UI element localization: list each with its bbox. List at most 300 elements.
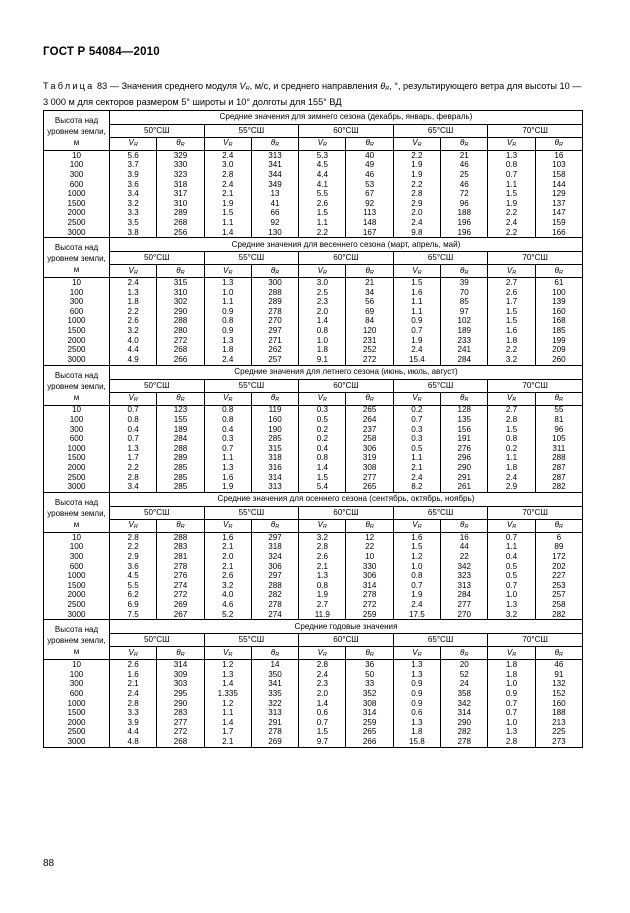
value-cell: 258	[535, 600, 582, 610]
value-cell: 189	[441, 326, 488, 336]
value-cell: 25	[441, 170, 488, 180]
value-cell: 4.4	[110, 346, 157, 356]
value-cell: 1.6	[204, 533, 251, 543]
table-row	[44, 298, 583, 308]
altitude-cell: 600	[44, 180, 110, 190]
table-row	[44, 209, 583, 219]
value-cell: 0.4	[488, 552, 535, 562]
value-cell: 0.9	[488, 689, 535, 699]
value-cell: 308	[346, 463, 393, 473]
value-cell: 130	[251, 228, 298, 238]
season-header-row	[44, 365, 583, 379]
value-cell: 322	[251, 699, 298, 709]
value-cell: 46	[441, 180, 488, 190]
value-cell: 269	[251, 737, 298, 747]
value-cell: 270	[441, 610, 488, 620]
table-row	[44, 189, 583, 199]
altitude-cell: 3000	[44, 355, 110, 365]
speed-header: $V_R$	[299, 647, 346, 660]
value-cell: 41	[251, 199, 298, 209]
altitude-cell: 2500	[44, 728, 110, 738]
latitude-header: 50°СШ	[110, 125, 205, 138]
value-cell: 4.5	[299, 161, 346, 171]
speed-header: $V_R$	[488, 392, 535, 405]
value-cell: 288	[251, 288, 298, 298]
direction-header: $\theta_R$	[251, 392, 298, 405]
table-row	[44, 444, 583, 454]
value-cell: 2.1	[204, 543, 251, 553]
value-cell: 1.3	[488, 151, 535, 161]
value-cell: 4.4	[110, 728, 157, 738]
value-cell: 4.6	[204, 600, 251, 610]
table-row	[44, 317, 583, 327]
speed-header: $V_R$	[393, 520, 440, 533]
latitude-header: 70°СШ	[488, 634, 583, 647]
value-cell: 265	[346, 728, 393, 738]
value-cell: 9.8	[393, 228, 440, 238]
direction-header: $\theta_R$	[346, 647, 393, 660]
value-cell: 335	[251, 689, 298, 699]
value-cell: 0.5	[488, 562, 535, 572]
value-cell: 2.4	[488, 218, 535, 228]
value-cell: 329	[157, 151, 204, 161]
value-cell: 102	[441, 317, 488, 327]
direction-header: $\theta_R$	[157, 392, 204, 405]
value-cell: 105	[535, 434, 582, 444]
value-cell: 5.4	[299, 482, 346, 492]
value-cell: 15.8	[393, 737, 440, 747]
value-cell: 1.1	[488, 454, 535, 464]
value-cell: 70	[441, 288, 488, 298]
value-cell: 277	[441, 600, 488, 610]
latitude-header: 65°СШ	[393, 379, 488, 392]
direction-header: $\theta_R$	[535, 392, 582, 405]
value-cell: 284	[441, 591, 488, 601]
value-cell: 288	[251, 581, 298, 591]
value-cell: 288	[157, 317, 204, 327]
value-cell: 113	[346, 209, 393, 219]
value-cell: 276	[157, 571, 204, 581]
latitude-header: 65°СШ	[393, 507, 488, 520]
value-cell: 191	[441, 434, 488, 444]
value-cell: 156	[441, 425, 488, 435]
value-cell: 264	[346, 415, 393, 425]
value-cell: 285	[157, 463, 204, 473]
value-cell: 252	[346, 346, 393, 356]
value-cell: 0.9	[393, 689, 440, 699]
direction-header: $\theta_R$	[251, 265, 298, 278]
direction-header: $\theta_R$	[346, 520, 393, 533]
value-cell: 4.1	[299, 180, 346, 190]
variable-header-row	[44, 520, 583, 533]
value-cell: 0.8	[299, 454, 346, 464]
value-cell: 3.3	[110, 209, 157, 219]
value-cell: 0.2	[393, 405, 440, 415]
value-cell: 1.0	[204, 288, 251, 298]
altitude-cell: 1000	[44, 189, 110, 199]
latitude-header: 50°СШ	[110, 379, 205, 392]
value-cell: 13	[251, 189, 298, 199]
value-cell: 258	[346, 434, 393, 444]
value-cell: 7.5	[110, 610, 157, 620]
season-title: Средние годовые значения	[110, 620, 583, 634]
value-cell: 3.2	[488, 355, 535, 365]
speed-header: $V_R$	[393, 392, 440, 405]
value-cell: 315	[157, 278, 204, 288]
value-cell: 0.7	[110, 434, 157, 444]
value-cell: 272	[157, 336, 204, 346]
table-row	[44, 170, 583, 180]
value-cell: 290	[441, 718, 488, 728]
speed-header: $V_R$	[204, 138, 251, 151]
season-header-row	[44, 111, 583, 125]
value-cell: 0.8	[393, 571, 440, 581]
value-cell: 2.2	[488, 228, 535, 238]
altitude-cell: 100	[44, 415, 110, 425]
value-cell: 2.5	[299, 288, 346, 298]
value-cell: 306	[346, 571, 393, 581]
latitude-header: 55°СШ	[204, 379, 299, 392]
value-cell: 2.6	[299, 552, 346, 562]
value-cell: 314	[346, 581, 393, 591]
value-cell: 358	[441, 689, 488, 699]
value-cell: 2.4	[110, 689, 157, 699]
value-cell: 1.6	[488, 326, 535, 336]
value-cell: 61	[535, 278, 582, 288]
value-cell: 128	[441, 405, 488, 415]
table-row	[44, 473, 583, 483]
value-cell: 342	[441, 562, 488, 572]
table-row	[44, 660, 583, 670]
value-cell: 288	[157, 533, 204, 543]
value-cell: 0.7	[488, 533, 535, 543]
value-cell: 3.0	[299, 278, 346, 288]
value-cell: 4.8	[110, 737, 157, 747]
altitude-cell: 100	[44, 161, 110, 171]
value-cell: 0.7	[488, 708, 535, 718]
value-cell: 1.5	[299, 473, 346, 483]
table-row	[44, 161, 583, 171]
speed-header: $V_R$	[299, 520, 346, 533]
altitude-cell: 100	[44, 288, 110, 298]
value-cell: 2.0	[299, 307, 346, 317]
value-cell: 273	[535, 737, 582, 747]
speed-header: $V_R$	[110, 520, 157, 533]
variable-header-row	[44, 647, 583, 660]
value-cell: 1.5	[488, 425, 535, 435]
value-cell: 295	[157, 689, 204, 699]
value-cell: 1.5	[204, 209, 251, 219]
value-cell: 350	[251, 670, 298, 680]
value-cell: 209	[535, 346, 582, 356]
value-cell: 0.9	[393, 317, 440, 327]
value-cell: 282	[441, 728, 488, 738]
value-cell: 1.5	[488, 307, 535, 317]
value-cell: 1.8	[488, 463, 535, 473]
value-cell: 3.4	[110, 189, 157, 199]
value-cell: 285	[157, 482, 204, 492]
value-cell: 283	[157, 708, 204, 718]
value-cell: 1.1	[204, 708, 251, 718]
table-row	[44, 434, 583, 444]
value-cell: 56	[346, 298, 393, 308]
value-cell: 158	[535, 170, 582, 180]
value-cell: 166	[535, 228, 582, 238]
value-cell: 241	[441, 346, 488, 356]
value-cell: 2.1	[110, 680, 157, 690]
value-cell: 2.9	[110, 552, 157, 562]
value-cell: 0.7	[299, 718, 346, 728]
direction-header: $\theta_R$	[157, 647, 204, 660]
value-cell: 160	[535, 307, 582, 317]
value-cell: 20	[441, 660, 488, 670]
value-cell: 1.3	[299, 571, 346, 581]
latitude-header-row	[44, 507, 583, 520]
altitude-cell: 1000	[44, 699, 110, 709]
value-cell: 12	[346, 533, 393, 543]
value-cell: 2.8	[204, 170, 251, 180]
value-cell: 233	[441, 336, 488, 346]
value-cell: 39	[441, 278, 488, 288]
value-cell: 1.9	[393, 170, 440, 180]
value-cell: 271	[251, 336, 298, 346]
value-cell: 2.2	[299, 228, 346, 238]
value-cell: 2.7	[488, 405, 535, 415]
value-cell: 306	[251, 562, 298, 572]
value-cell: 1.3	[488, 728, 535, 738]
value-cell: 1.4	[204, 228, 251, 238]
speed-header: $V_R$	[204, 265, 251, 278]
value-cell: 278	[346, 591, 393, 601]
value-cell: 1.7	[204, 728, 251, 738]
altitude-cell: 2000	[44, 463, 110, 473]
value-cell: 2.4	[488, 473, 535, 483]
value-cell: 1.1	[204, 298, 251, 308]
value-cell: 1.335	[204, 689, 251, 699]
value-cell: 5.2	[204, 610, 251, 620]
value-cell: 296	[441, 454, 488, 464]
value-cell: 81	[535, 415, 582, 425]
value-cell: 3.2	[299, 533, 346, 543]
altitude-cell: 2500	[44, 218, 110, 228]
value-cell: 2.7	[488, 278, 535, 288]
value-cell: 0.6	[393, 708, 440, 718]
value-cell: 2.3	[299, 298, 346, 308]
table-row	[44, 355, 583, 365]
value-cell: 289	[251, 298, 298, 308]
table-row	[44, 405, 583, 415]
table-row	[44, 346, 583, 356]
value-cell: 0.8	[110, 415, 157, 425]
value-cell: 103	[535, 161, 582, 171]
table-row	[44, 552, 583, 562]
speed-header: $V_R$	[393, 265, 440, 278]
value-cell: 2.2	[110, 307, 157, 317]
altitude-cell: 100	[44, 670, 110, 680]
table-row	[44, 737, 583, 747]
latitude-header: 55°СШ	[204, 507, 299, 520]
value-cell: 2.4	[393, 346, 440, 356]
altitude-cell: 3000	[44, 482, 110, 492]
value-cell: 53	[346, 180, 393, 190]
altitude-cell: 2000	[44, 209, 110, 219]
altitude-cell: 600	[44, 562, 110, 572]
altitude-cell: 600	[44, 689, 110, 699]
value-cell: 269	[157, 600, 204, 610]
value-cell: 274	[251, 610, 298, 620]
value-cell: 44	[441, 543, 488, 553]
speed-header: $V_R$	[204, 520, 251, 533]
table-caption	[43, 80, 583, 109]
value-cell: 2.0	[204, 552, 251, 562]
value-cell: 1.6	[110, 670, 157, 680]
value-cell: 278	[441, 737, 488, 747]
value-cell: 231	[346, 336, 393, 346]
altitude-cell: 1000	[44, 444, 110, 454]
value-cell: 0.9	[393, 680, 440, 690]
value-cell: 135	[441, 415, 488, 425]
value-cell: 1.4	[299, 463, 346, 473]
altitude-cell: 300	[44, 552, 110, 562]
value-cell: 148	[346, 218, 393, 228]
value-cell: 2.8	[393, 189, 440, 199]
value-cell: 352	[346, 689, 393, 699]
value-cell: 0.8	[204, 415, 251, 425]
value-cell: 0.3	[393, 425, 440, 435]
value-cell: 147	[535, 209, 582, 219]
value-cell: 1.5	[299, 728, 346, 738]
value-cell: 1.2	[393, 552, 440, 562]
value-cell: 100	[535, 288, 582, 298]
value-cell: 2.9	[393, 199, 440, 209]
value-cell: 34	[346, 288, 393, 298]
value-cell: 185	[535, 326, 582, 336]
value-cell: 1.6	[204, 473, 251, 483]
value-cell: 1.7	[110, 454, 157, 464]
value-cell: 278	[251, 307, 298, 317]
value-cell: 280	[157, 326, 204, 336]
value-cell: 0.4	[299, 444, 346, 454]
value-cell: 66	[251, 209, 298, 219]
value-cell: 319	[346, 454, 393, 464]
latitude-header: 55°СШ	[204, 634, 299, 647]
direction-header: $\theta_R$	[535, 138, 582, 151]
value-cell: 1.1	[488, 180, 535, 190]
altitude-cell: 1500	[44, 454, 110, 464]
value-cell: 290	[441, 463, 488, 473]
value-cell: 290	[157, 307, 204, 317]
value-cell: 160	[535, 699, 582, 709]
value-cell: 253	[535, 581, 582, 591]
value-cell: 9.7	[299, 737, 346, 747]
table-row	[44, 699, 583, 709]
value-cell: 1.0	[299, 336, 346, 346]
table-row	[44, 533, 583, 543]
value-cell: 0.5	[299, 415, 346, 425]
value-cell: 5.3	[299, 151, 346, 161]
value-cell: 137	[535, 199, 582, 209]
value-cell: 314	[251, 473, 298, 483]
value-cell: 302	[157, 298, 204, 308]
latitude-header: 60°СШ	[299, 252, 394, 265]
value-cell: 318	[251, 454, 298, 464]
table-row	[44, 425, 583, 435]
value-cell: 310	[157, 288, 204, 298]
value-cell: 22	[346, 543, 393, 553]
value-cell: 6	[535, 533, 582, 543]
value-cell: 0.8	[299, 581, 346, 591]
value-cell: 8.2	[393, 482, 440, 492]
value-cell: 2.8	[488, 415, 535, 425]
value-cell: 1.4	[204, 718, 251, 728]
value-cell: 1.8	[488, 660, 535, 670]
value-cell: 261	[441, 482, 488, 492]
value-cell: 3.7	[110, 161, 157, 171]
value-cell: 2.2	[110, 463, 157, 473]
value-cell: 0.4	[110, 425, 157, 435]
value-cell: 341	[251, 161, 298, 171]
speed-header: $V_R$	[488, 647, 535, 660]
value-cell: 0.7	[110, 405, 157, 415]
value-cell: 4.0	[110, 336, 157, 346]
altitude-cell: 300	[44, 170, 110, 180]
caption-table-word: Таблица	[43, 81, 95, 91]
value-cell: 2.4	[204, 355, 251, 365]
latitude-header: 70°СШ	[488, 125, 583, 138]
value-cell: 144	[535, 180, 582, 190]
value-cell: 291	[441, 473, 488, 483]
latitude-header: 65°СШ	[393, 634, 488, 647]
table-row	[44, 415, 583, 425]
value-cell: 0.9	[393, 699, 440, 709]
value-cell: 276	[441, 444, 488, 454]
value-cell: 260	[535, 355, 582, 365]
value-cell: 262	[251, 346, 298, 356]
value-cell: 6.2	[110, 591, 157, 601]
value-cell: 2.0	[393, 209, 440, 219]
altitude-cell: 3000	[44, 228, 110, 238]
value-cell: 2.0	[299, 689, 346, 699]
altitude-cell: 3000	[44, 610, 110, 620]
season-header-row	[44, 238, 583, 252]
value-cell: 324	[251, 552, 298, 562]
variable-header-row	[44, 265, 583, 278]
season-header-row	[44, 493, 583, 507]
value-cell: 2.4	[204, 151, 251, 161]
value-cell: 67	[346, 189, 393, 199]
table-row	[44, 571, 583, 581]
value-cell: 3.9	[110, 170, 157, 180]
table-row	[44, 218, 583, 228]
value-cell: 4.4	[299, 170, 346, 180]
value-cell: 281	[157, 552, 204, 562]
value-cell: 3.2	[110, 199, 157, 209]
value-cell: 92	[251, 218, 298, 228]
value-cell: 318	[251, 543, 298, 553]
value-cell: 17.5	[393, 610, 440, 620]
value-cell: 85	[441, 298, 488, 308]
value-cell: 316	[251, 463, 298, 473]
table-row	[44, 454, 583, 464]
value-cell: 1.5	[393, 278, 440, 288]
value-cell: 268	[157, 346, 204, 356]
value-cell: 303	[157, 680, 204, 690]
value-cell: 1.7	[488, 298, 535, 308]
value-cell: 1.0	[488, 680, 535, 690]
value-cell: 1.3	[110, 444, 157, 454]
value-cell: 289	[157, 209, 204, 219]
value-cell: 0.3	[299, 405, 346, 415]
